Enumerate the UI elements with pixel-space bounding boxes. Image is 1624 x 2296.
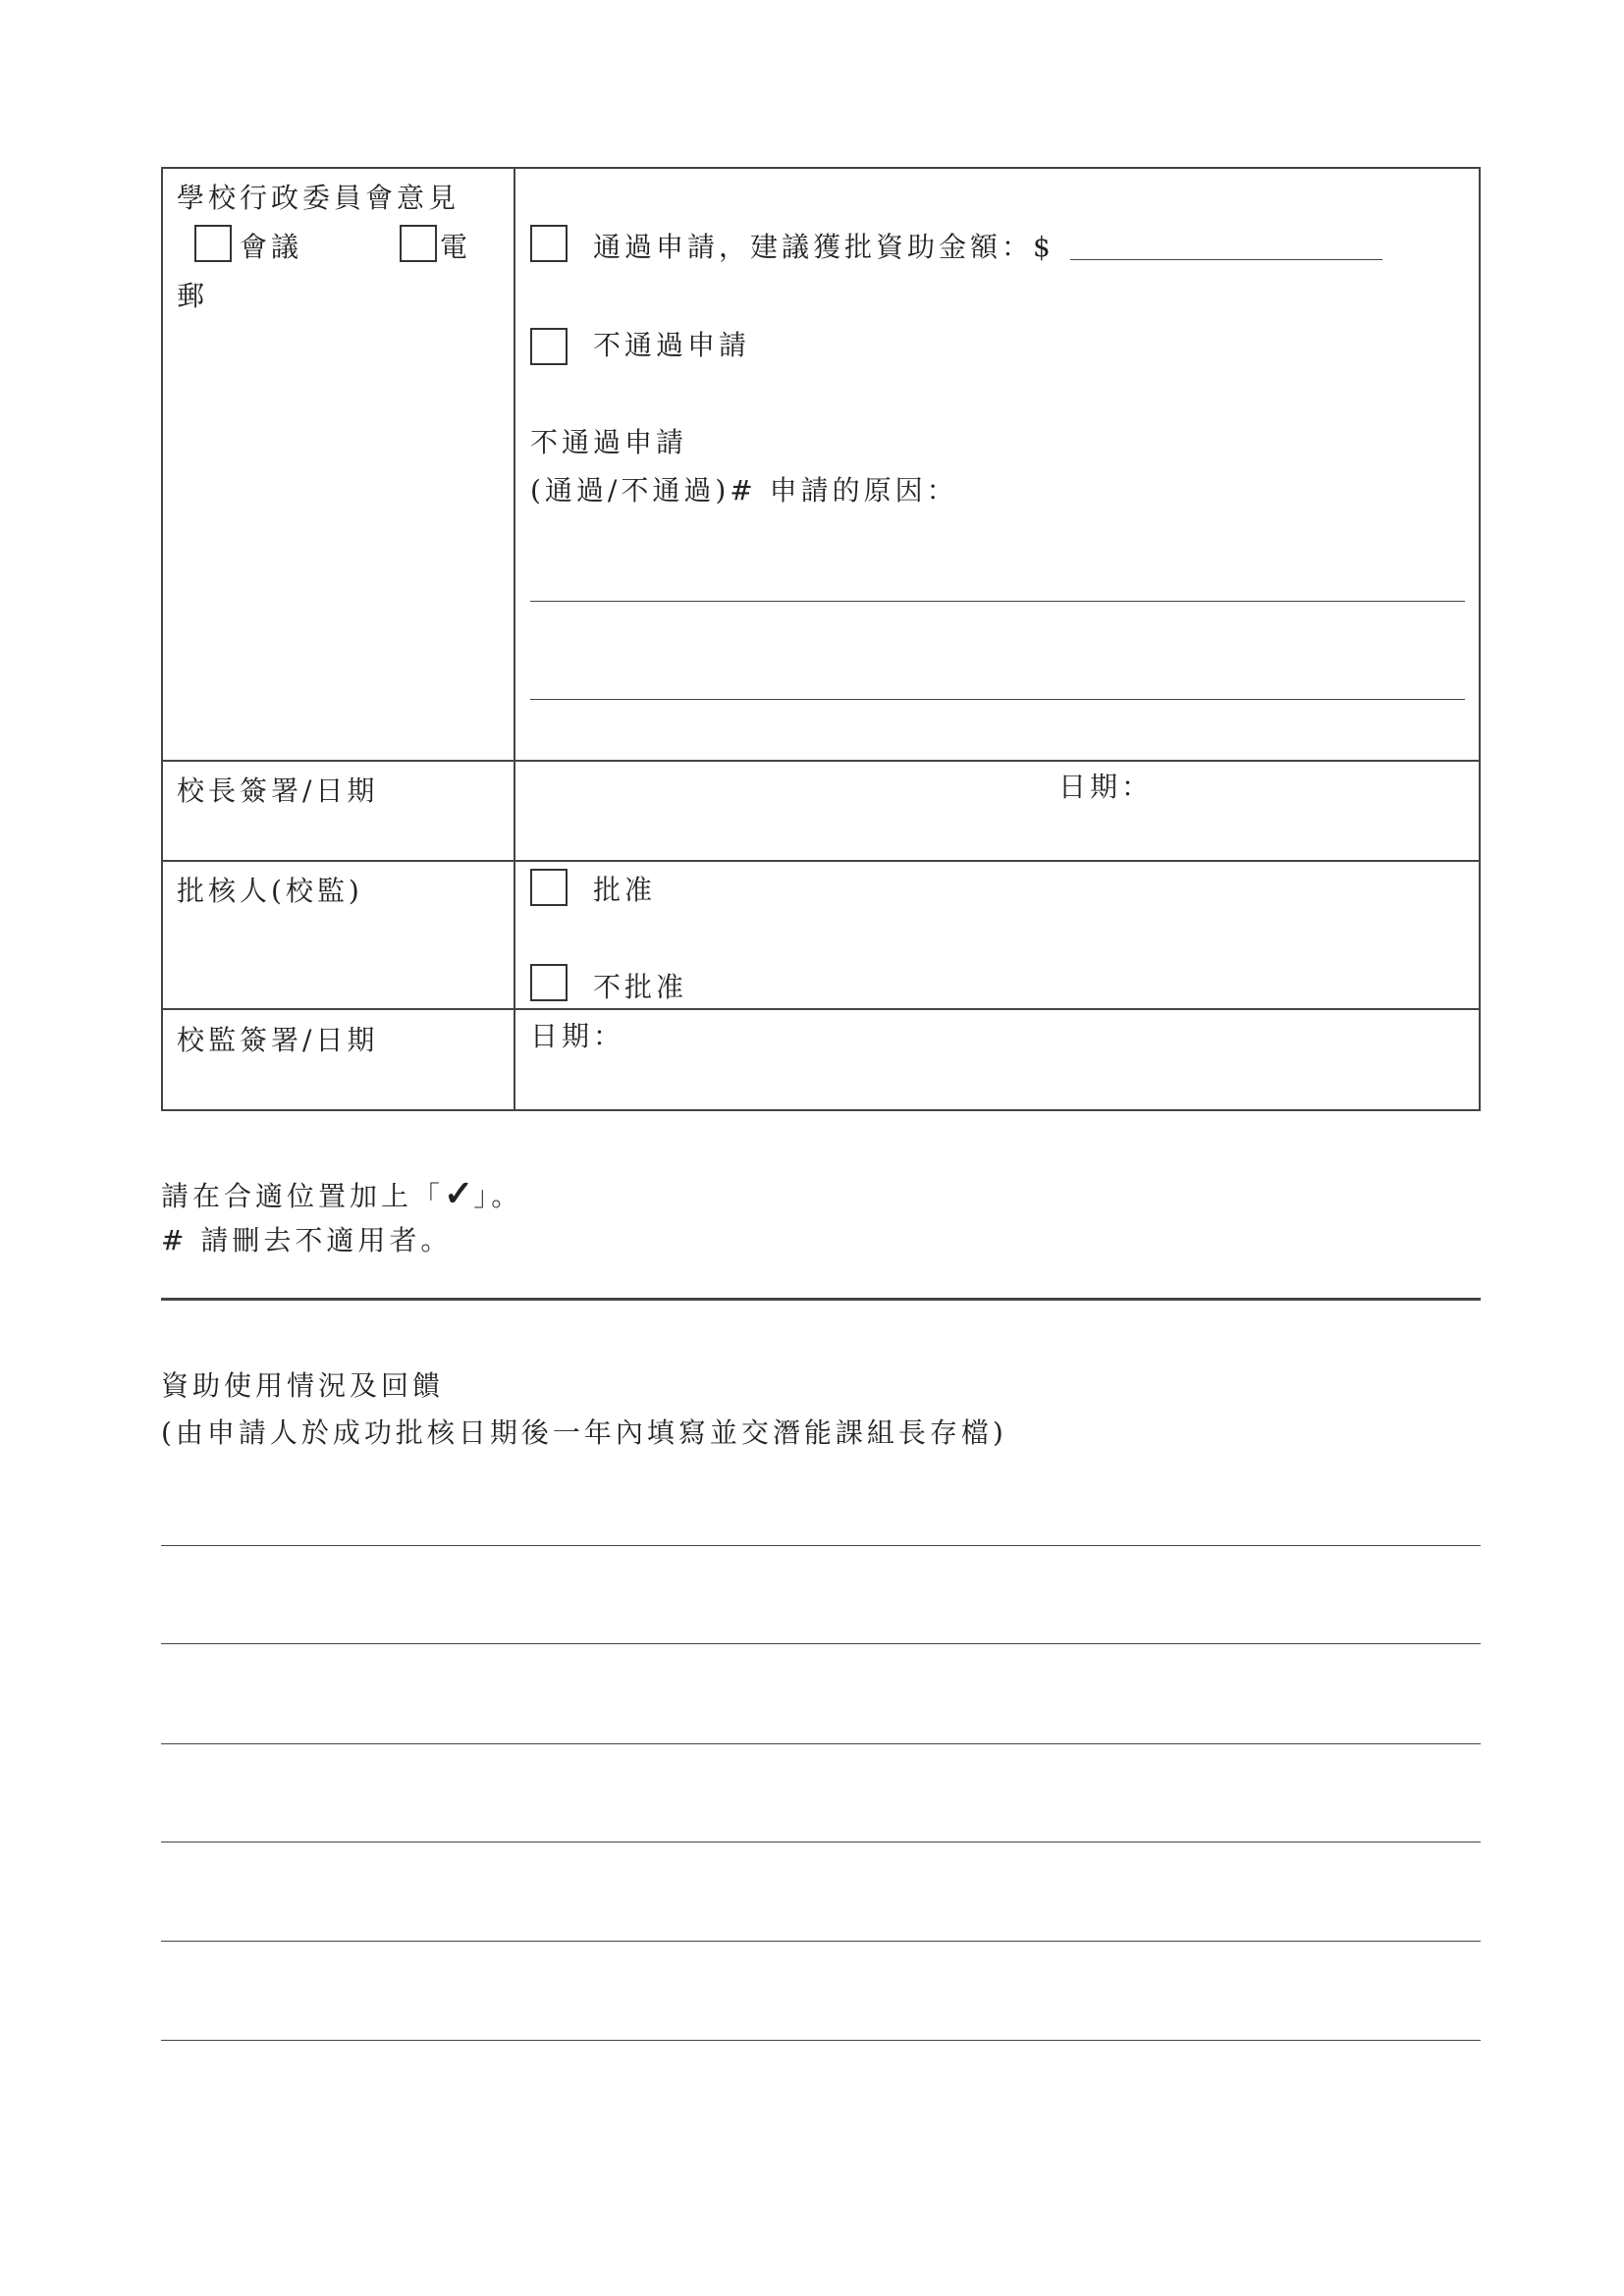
principal-date-label: 日期： xyxy=(1058,771,1154,803)
email-checkbox[interactable] xyxy=(400,225,437,262)
reason-answer-line[interactable] xyxy=(530,601,1465,602)
section-divider xyxy=(161,1298,1481,1301)
approve-checkbox[interactable] xyxy=(530,869,568,906)
reject-application-checkbox[interactable] xyxy=(530,328,568,365)
supervisor-date-label: 日期： xyxy=(530,1020,625,1052)
not-approve-label: 不批准 xyxy=(593,971,688,1003)
reject-application-label: 不通過申請 xyxy=(593,329,751,361)
reason-label-line1: 不通過申請 xyxy=(530,426,688,458)
meeting-option-label: 會議 xyxy=(240,231,303,263)
principal-signature-label: 校長簽署/日期 xyxy=(177,774,379,807)
not-approve-checkbox[interactable] xyxy=(530,964,568,1001)
approver-label: 批核人(校監) xyxy=(177,875,363,907)
reason-answer-line[interactable] xyxy=(530,699,1465,700)
tick-instruction-before: 請在合適位置加上「 xyxy=(161,1180,445,1212)
table-row-divider xyxy=(161,1008,1481,1010)
feedback-answer-line[interactable] xyxy=(161,1941,1481,1942)
reason-label-line2: (通過/不通過)# 申請的原因： xyxy=(530,474,958,507)
approve-application-checkbox[interactable] xyxy=(530,225,568,262)
feedback-answer-line[interactable] xyxy=(161,1643,1481,1644)
approval-table xyxy=(161,167,1481,1111)
feedback-answer-line[interactable] xyxy=(161,1545,1481,1546)
approve-label: 批准 xyxy=(593,874,657,906)
committee-label: 學校行政委員會意見 xyxy=(177,182,460,214)
approve-application-label: 通過申請，建議獲批資助金額：$ xyxy=(593,231,1055,263)
email-option-label-part1: 電 xyxy=(440,231,472,263)
table-column-divider xyxy=(514,167,515,1111)
tick-instruction-after: 」。 xyxy=(473,1180,523,1212)
feedback-subtitle: (由申請人於成功批核日期後一年內填寫並交潛能課組長存檔) xyxy=(161,1416,1007,1449)
table-row-divider xyxy=(161,760,1481,762)
feedback-answer-line[interactable] xyxy=(161,1743,1481,1744)
email-option-label-part2: 郵 xyxy=(177,280,209,312)
meeting-checkbox[interactable] xyxy=(194,225,232,262)
check-mark-icon: ✓ xyxy=(444,1173,474,1214)
feedback-title: 資助使用情況及回饋 xyxy=(161,1369,445,1402)
feedback-answer-line[interactable] xyxy=(161,2040,1481,2041)
grant-amount-field[interactable] xyxy=(1070,259,1382,260)
table-row-divider xyxy=(161,860,1481,862)
supervisor-signature-label: 校監簽署/日期 xyxy=(177,1024,379,1056)
delete-instruction: # 請刪去不適用者。 xyxy=(161,1224,453,1256)
tick-instruction xyxy=(161,1173,523,1214)
